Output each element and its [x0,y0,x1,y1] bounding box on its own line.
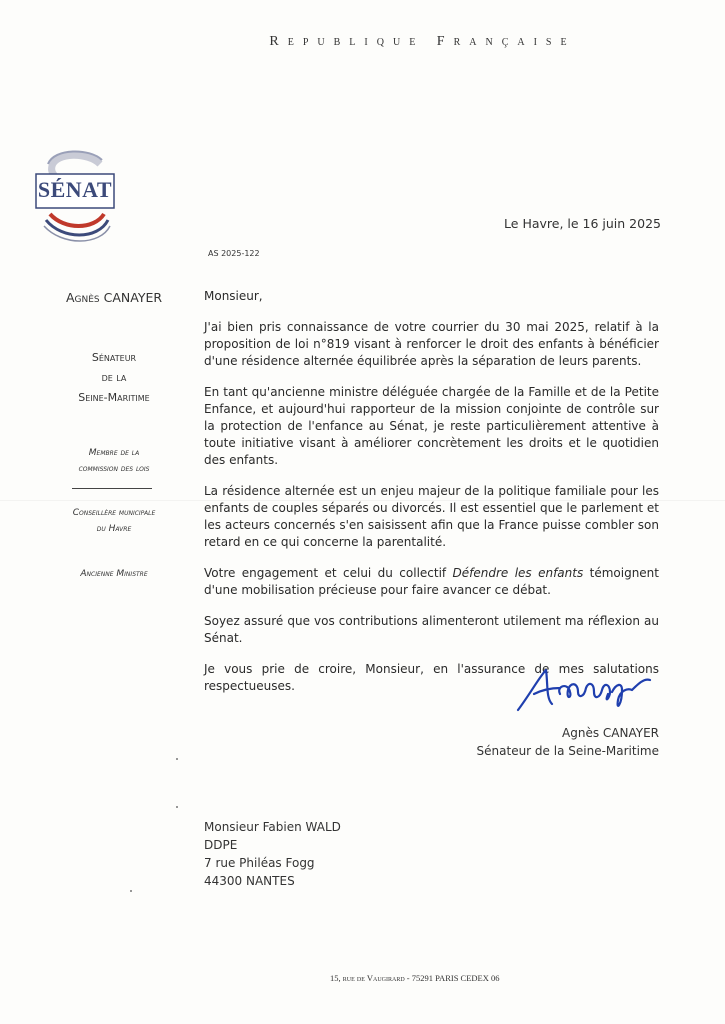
sender-last-name: CANAYER [103,290,163,305]
paragraph-5: Soyez assuré que vos contributions alimenteront utilement ma réflexion au Sénat. [204,614,659,645]
letter-body [204,288,659,709]
paragraph-6: Je vous prie de croire, Monsieur, en l'assurance de mes salutations respectueuses. [204,662,659,693]
collective-name: Défendre les enfants [452,566,584,580]
header-title: Republique Française [269,34,576,49]
reference-number: AS 2025-122 [208,249,260,258]
salutation: Monsieur, [204,289,263,303]
scan-speck [130,890,132,892]
paragraph-1: J'ai bien pris connaissance de votre courrier du 30 mai 2025, relatif à la proposition de loi n°819 visant à renforcer le droit des enfants à bénéficier d'une résidence alternée équilibrée après la séparation de leurs parents. [204,320,659,368]
sidebar-divider [72,488,152,489]
recipient-address: Monsieur Fabien WALD DDPE 7 rue Philéas Fogg 44300 NANTES [204,820,341,888]
sender-former-role: Ancienne Ministre [80,569,148,579]
scan-speck [176,758,178,760]
sender-commission: Membre de la commission des lois [78,448,150,474]
sender-council: Conseillère municipale du Havre [72,508,156,534]
paragraph-2: En tant qu'ancienne ministre déléguée chargée de la Famille et de la Petite Enfance, et aujourd'hui rapporteur de la mission conjointe de contrôle sur la protection de l'enfance au Sénat, je reste particulièrement attentive à toute initiative visant à améliorer concrètement les droits et le quotidien des enfants. [204,385,659,467]
sender-title: Sénateur de la Seine-Maritime [78,351,150,404]
sender-name [34,290,194,305]
sender-first-name: Agnès [65,290,100,305]
scan-speck [176,806,178,808]
signatory-title: Sénateur de la Seine-Maritime [476,744,659,758]
signatory-name: Agnès CANAYER [562,726,659,740]
handwritten-signature [512,664,657,714]
senat-logo [34,150,116,242]
sender-postal-address: 15, rue de Vaugirard - 75291 PARIS CEDEX 06 [330,973,500,983]
logo-text: SÉNAT [37,177,113,202]
paragraph-3: La résidence alternée est un enjeu majeur de la politique familiale pour les enfants de couples séparés ou divorcés. Il est essentiel que le parlement et les acteurs concernés s'en saisissent afin que la France puisse combler son retard en ce qui concerne la parentalité. [204,484,659,549]
paragraph-4: Votre engagement et celui du collectif Défendre les enfants témoignent d'une mobilisation précieuse pour faire avancer ce débat. [204,566,659,597]
signatory-block [477,724,659,760]
place-date: Le Havre, le 16 juin 2025 [504,216,661,231]
